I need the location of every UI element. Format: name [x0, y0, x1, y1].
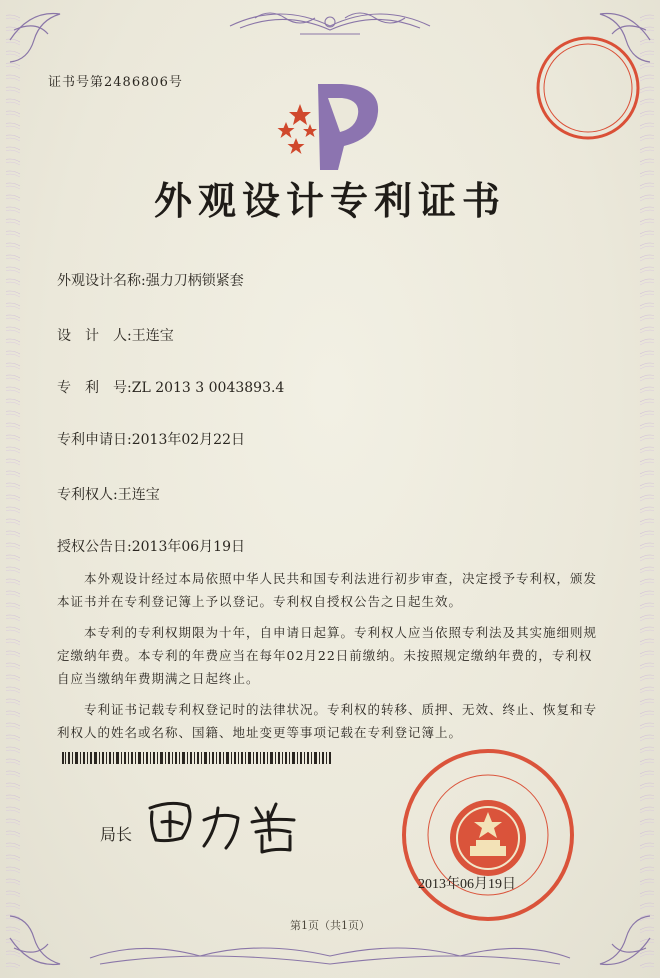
director-label: 局长: [100, 825, 133, 844]
field-label: 专利申请日:: [57, 432, 132, 448]
field-value: 王连宝: [131, 328, 174, 344]
top-ornament: [230, 13, 430, 34]
certificate-body: [57, 567, 602, 752]
field-value: 2013年06月19日: [131, 539, 245, 555]
field-announcement-date: [57, 536, 245, 556]
field-label: 授权公告日:: [57, 539, 132, 555]
field-patent-number: [57, 377, 284, 397]
patent-office-logo: [278, 84, 379, 170]
field-designer: [57, 325, 174, 345]
field-label: 专利权人:: [57, 487, 118, 503]
page-title: 外观设计专利证书: [153, 178, 506, 223]
paragraph: 专利证书记载专利权登记时的法律状况。专利权的转移、质押、无效、终止、恢复和专利权人的姓名或名称、国籍、地址变更等事项记载在专利登记簿上。: [57, 702, 598, 740]
paragraph: 本外观设计经过本局依照中华人民共和国专利法进行初步审查，决定授予专利权，颁发本证书并在专利登记簿上予以登记。专利权自授权公告之日起生效。: [57, 571, 598, 609]
field-value: 2013年02月22日: [131, 432, 245, 448]
paragraph: 本专利的专利权期限为十年，自申请日起算。专利权人应当依照专利法及其实施细则规定缴纳年费。本专利的年费应当在每年02月22日前缴纳。未按照规定缴纳年费的，专利权自应当缴纳年费期满之日起终止。: [57, 625, 598, 686]
stamp-national-seal: [404, 751, 572, 919]
page-number: 第1页（共1页）: [290, 919, 370, 932]
field-label: 外观设计名称:: [57, 273, 146, 289]
field-label: 专 利 号:: [57, 380, 132, 396]
field-design-name: [57, 270, 244, 290]
field-value: 王连宝: [117, 487, 160, 503]
field-label: 设 计 人:: [57, 328, 132, 344]
field-patentee: [57, 484, 160, 504]
bottom-ornament: [90, 948, 570, 964]
issue-date: 2013年06月19日: [418, 877, 516, 892]
barcode: [62, 752, 331, 764]
field-value: ZL 2013 3 0043893.4: [131, 380, 285, 396]
field-value: 强力刀柄锁紧套: [145, 273, 244, 289]
certificate-number: 证书号第2486806号: [48, 75, 183, 90]
field-filing-date: [57, 429, 245, 449]
stamp-tax-seal: [538, 38, 638, 138]
director-signature: [150, 803, 294, 852]
